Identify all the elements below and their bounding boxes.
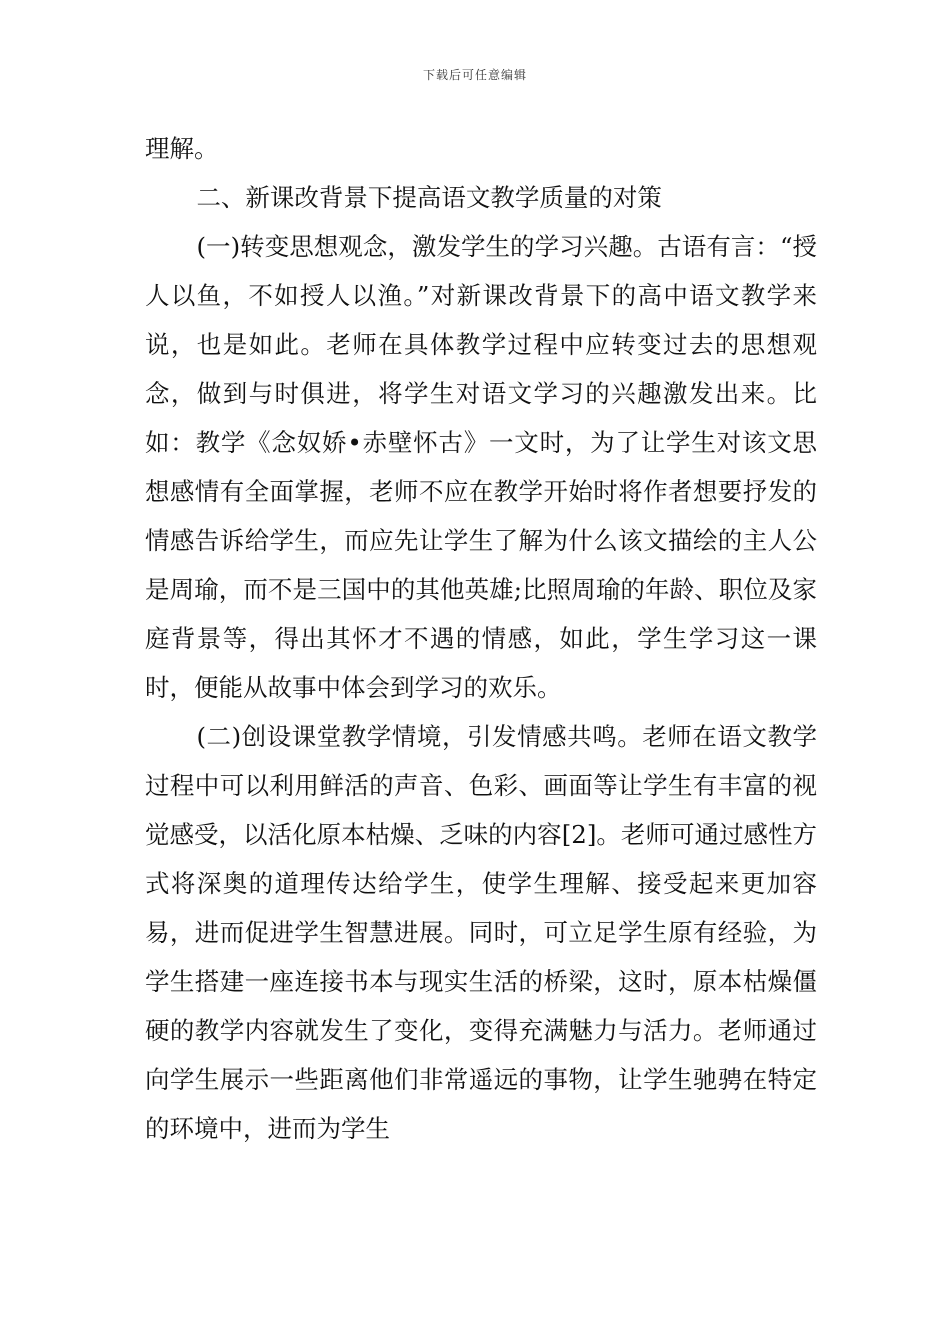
paragraph-continuation: 理解。 [145, 134, 219, 163]
paragraph-classroom-situation: (二)创设课堂教学情境，引发情感共鸣。老师在语文教学过程中可以利用鲜活的声音、色彩、画面等让学生有丰富的视觉感受，以活化原本枯燥、乏味的内容[2]。老师可通过感性方式将深奥的道理传达给学生，使学生理解、接受起来更加容易，进而促进学生智慧进展。同时，可立足学生原有经验，为学生搭建一座连接书本与现实生活的桥梁，这时，原本枯燥僵硬的教学内容就发生了变化，变得充满魅力与活力。老师通过向学生展示一些距离他们非常遥远的事物，让学生驰骋在特定的环境中，进而为学生 [145, 722, 817, 1143]
page-header: 下载后可任意编辑 [422, 68, 527, 82]
document-body [145, 124, 817, 1153]
paragraph-change-mindset: (一)转变思想观念，激发学生的学习兴趣。古语有言：“授人以鱼，不如授人以渔。”对新课改背景下的高中语文教学来说，也是如此。老师在具体教学过程中应转变过去的思想观念，做到与时俱进，将学生对语文学习的兴趣激发出来。比如：教学《念奴娇•赤壁怀古》一文时，为了让学生对该文思想感情有全面掌握，老师不应在教学开始时将作者想要抒发的情感告诉给学生，而应先让学生了解为什么该文描绘的主人公是周瑜，而不是三国中的其他英雄;比照周瑜的年龄、职位及家庭背景等，得出其怀才不遇的情感，如此，学生学习这一课时，便能从故事中体会到学习的欢乐。 [145, 232, 817, 702]
section-heading: 二、新课改背景下提高语文教学质量的对策 [196, 183, 662, 212]
